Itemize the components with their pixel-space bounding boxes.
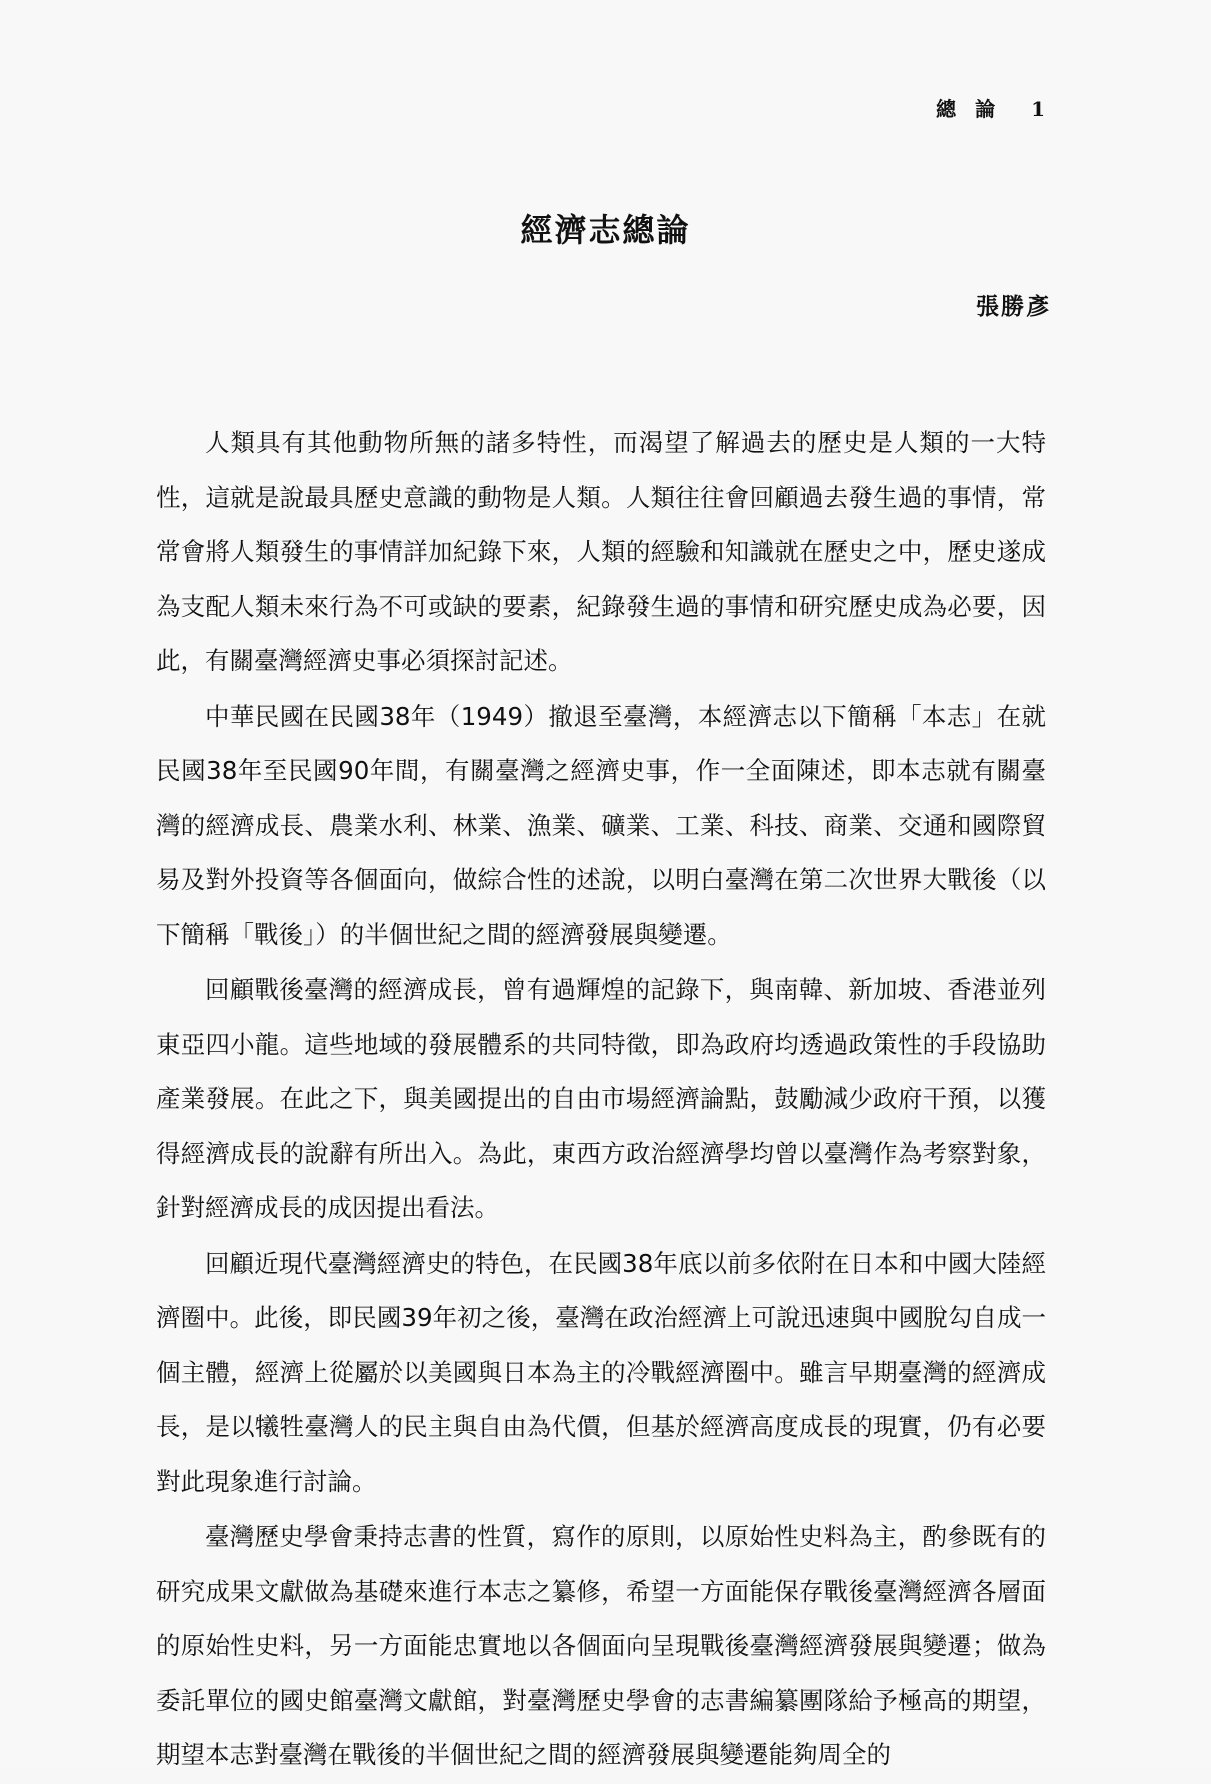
chapter-title: 經濟志總論 xyxy=(520,211,691,249)
running-header xyxy=(936,93,1051,122)
body-text xyxy=(156,416,1046,1784)
page-number: 1 xyxy=(1031,97,1051,121)
paragraph: 中華民國在民國38年（1949）撤退至臺灣，本經濟志以下簡稱「本志」在就民國38年至民國90年間，有關臺灣之經濟史事，作一全面陳述，即本志就有關臺灣的經濟成長、農業水利、林業、漁業、礦業、工業、科技、商業、交通和國際貿易及對外投資等各個面向，做綜合性的述說，以明白臺灣在第二次世界大戰後（以下簡稱「戰後」）的半個世紀之間的經濟發展與變遷。 xyxy=(156,701,1046,949)
section-name: 總 論 xyxy=(936,97,1002,121)
paragraph: 回顧近現代臺灣經濟史的特色，在民國38年底以前多依附在日本和中國大陸經濟圈中。此後，即民國39年初之後，臺灣在政治經濟上可說迅速與中國脫勾自成一個主體，經濟上從屬於以美國與日本為主的冷戰經濟圈中。雖言早期臺灣的經濟成長，是以犧牲臺灣人的民主與自由為代價，但基於經濟高度成長的現實，仍有必要對此現象進行討論。 xyxy=(156,1248,1046,1496)
author-name: 張勝彥 xyxy=(976,293,1051,320)
paragraph: 臺灣歷史學會秉持志書的性質，寫作的原則，以原始性史料為主，酌參既有的研究成果文獻做為基礎來進行本志之纂修，希望一方面能保存戰後臺灣經濟各層面的原始性史料，另一方面能忠實地以各個面向呈現戰後臺灣經濟發展與變遷；做為委託單位的國史館臺灣文獻館，對臺灣歷史學會的志書編纂團隊給予極高的期望，期望本志對臺灣在戰後的半個世紀之間的經濟發展與變遷能夠周全的 xyxy=(156,1522,1046,1769)
paragraph: 回顧戰後臺灣的經濟成長，曾有過輝煌的記錄下，與南韓、新加坡、香港並列東亞四小龍。這些地域的發展體系的共同特徵，即為政府均透過政策性的手段協助產業發展。在此之下，與美國提出的自由市場經濟論點，鼓勵減少政府干預，以獲得經濟成長的說辭有所出入。為此，東西方政治經濟學均曾以臺灣作為考察對象，針對經濟成長的成因提出看法。 xyxy=(156,975,1046,1222)
paragraph: 人類具有其他動物所無的諸多特性，而渴望了解過去的歷史是人類的一大特性，這就是說最具歷史意識的動物是人類。人類往往會回顧過去發生過的事情，常常會將人類發生的事情詳加紀錄下來，人類的經驗和知識就在歷史之中，歷史遂成為支配人類未來行為不可或缺的要素，紀錄發生過的事情和研究歷史成為必要，因此，有關臺灣經濟史事必須探討記述。 xyxy=(156,428,1046,675)
